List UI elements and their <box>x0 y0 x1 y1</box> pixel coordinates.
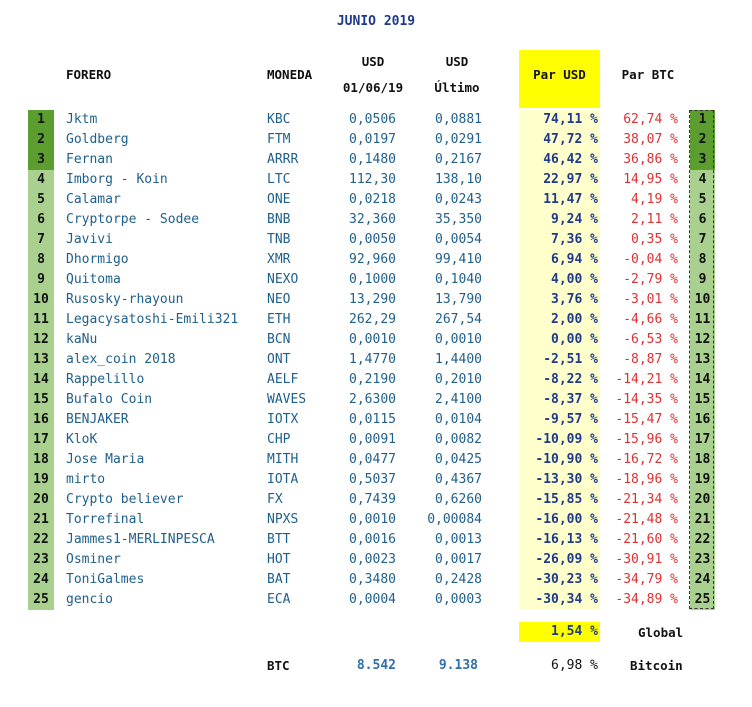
rank-left-badge: 4 <box>28 170 54 190</box>
usd-price-last: 0,0243 <box>435 192 482 207</box>
par-btc-change: -4,66 % <box>623 312 678 327</box>
par-btc-change: -15,47 % <box>615 412 678 427</box>
par-btc-change: -0,04 % <box>623 252 678 267</box>
par-btc-change: -21,34 % <box>615 492 678 507</box>
par-usd-change: 7,36 % <box>551 232 598 247</box>
coin-ticker: TNB <box>267 232 291 247</box>
coin-ticker: WAVES <box>267 392 307 407</box>
usd-price-last: 0,2010 <box>435 372 482 387</box>
coin-ticker: BNB <box>267 212 291 227</box>
usd-price-last: 0,0013 <box>435 532 482 547</box>
btc-usd1: 8.542 <box>356 658 396 673</box>
header-par-usd: Par USD <box>533 67 586 82</box>
par-usd-change: 11,47 % <box>543 192 598 207</box>
header-forero: FORERO <box>66 67 112 82</box>
rank-right-badge: 18 <box>690 450 715 470</box>
usd-price-last: 0,2428 <box>435 572 482 587</box>
usd-price-start: 0,7439 <box>349 492 396 507</box>
rank-left-badge: 12 <box>28 330 54 350</box>
header-moneda: MONEDA <box>267 67 313 82</box>
par-btc-change: -21,60 % <box>615 532 678 547</box>
par-btc-change: -14,21 % <box>615 372 678 387</box>
rank-left-badge: 19 <box>28 470 54 490</box>
forero-name: Bufalo Coin <box>66 392 153 407</box>
usd-price-start: 13,290 <box>349 292 396 307</box>
rank-left-badge: 3 <box>28 150 54 170</box>
btc-pct: 6,98 % <box>551 658 598 673</box>
coin-ticker: ONE <box>267 192 291 207</box>
forero-name: Dhormigo <box>66 252 129 267</box>
par-usd-change: -30,23 % <box>535 572 598 587</box>
forero-name: Crypto believer <box>66 492 184 507</box>
forero-name: KloK <box>66 432 98 447</box>
par-btc-change: 14,95 % <box>623 172 678 187</box>
usd-price-start: 0,0115 <box>349 412 396 427</box>
usd-price-last: 0,6260 <box>435 492 482 507</box>
rank-right-badge: 9 <box>690 270 715 290</box>
usd-price-last: 0,0017 <box>435 552 482 567</box>
rank-left-badge: 6 <box>28 210 54 230</box>
coin-ticker: BAT <box>267 572 291 587</box>
coin-ticker: FTM <box>267 132 291 147</box>
rank-left-badge: 25 <box>28 590 54 610</box>
forero-name: gencio <box>66 592 113 607</box>
par-btc-change: -30,91 % <box>615 552 678 567</box>
par-usd-change: 3,76 % <box>551 292 598 307</box>
coin-ticker: IOTX <box>267 412 299 427</box>
usd-price-start: 2,6300 <box>349 392 396 407</box>
coin-ticker: BCN <box>267 332 291 347</box>
rank-right-badge: 5 <box>690 190 715 210</box>
par-btc-change: -34,79 % <box>615 572 678 587</box>
usd-price-start: 0,0477 <box>349 452 396 467</box>
forero-name: Jose Maria <box>66 452 145 467</box>
par-usd-change: 4,00 % <box>551 272 598 287</box>
coin-ticker: LTC <box>267 172 291 187</box>
usd-price-last: 0,1040 <box>435 272 482 287</box>
rank-left-badge: 24 <box>28 570 54 590</box>
usd-price-last: 35,350 <box>435 212 482 227</box>
usd-price-start: 0,3480 <box>349 572 396 587</box>
coin-ticker: AELF <box>267 372 299 387</box>
forero-name: Rusosky-rhayoun <box>66 292 184 307</box>
par-btc-change: -16,72 % <box>615 452 678 467</box>
coin-ticker: BTT <box>267 532 291 547</box>
forero-name: Quitoma <box>66 272 121 287</box>
btc-name: Bitcoin <box>630 658 683 673</box>
btc-label: BTC <box>267 658 290 673</box>
rank-right-badge: 4 <box>690 170 715 190</box>
rank-left-badge: 15 <box>28 390 54 410</box>
par-usd-change: -16,13 % <box>535 532 598 547</box>
par-btc-change: 62,74 % <box>623 112 678 127</box>
rank-right-badge: 8 <box>690 250 715 270</box>
rank-left-badge: 13 <box>28 350 54 370</box>
rank-right-badge: 6 <box>690 210 715 230</box>
usd-price-last: 0,00084 <box>427 512 482 527</box>
forero-name: Fernan <box>66 152 113 167</box>
par-btc-change: 36,86 % <box>623 152 678 167</box>
rank-left-badge: 18 <box>28 450 54 470</box>
rank-right-badge: 24 <box>690 570 715 590</box>
par-usd-change: -13,30 % <box>535 472 598 487</box>
rank-left-badge: 14 <box>28 370 54 390</box>
usd-price-last: 0,0054 <box>435 232 482 247</box>
par-usd-change: -30,34 % <box>535 592 598 607</box>
forero-name: Osminer <box>66 552 121 567</box>
rank-left-badge: 16 <box>28 410 54 430</box>
rank-right-badge: 3 <box>690 150 715 170</box>
rank-right-badge: 11 <box>690 310 715 330</box>
par-usd-change: -26,09 % <box>535 552 598 567</box>
usd-price-last: 267,54 <box>435 312 482 327</box>
usd-price-start: 0,0010 <box>349 512 396 527</box>
par-btc-change: -14,35 % <box>615 392 678 407</box>
usd-price-last: 0,0425 <box>435 452 482 467</box>
par-btc-change: 38,07 % <box>623 132 678 147</box>
coin-ticker: NEXO <box>267 272 299 287</box>
rank-left-badge: 20 <box>28 490 54 510</box>
coin-ticker: NPXS <box>267 512 299 527</box>
forero-name: Jammes1-MERLINPESCA <box>66 532 215 547</box>
forero-name: ToniGalmes <box>66 572 145 587</box>
par-usd-change: 6,94 % <box>551 252 598 267</box>
usd-price-last: 138,10 <box>435 172 482 187</box>
usd-price-start: 0,1000 <box>349 272 396 287</box>
forero-name: Cryptorpe - Sodee <box>66 212 200 227</box>
forero-name: alex_coin 2018 <box>66 352 176 367</box>
par-btc-change: 0,35 % <box>631 232 678 247</box>
coin-ticker: KBC <box>267 112 291 127</box>
rank-left-badge: 8 <box>28 250 54 270</box>
coin-ticker: MITH <box>267 452 299 467</box>
usd-price-start: 0,0016 <box>349 532 396 547</box>
usd-price-start: 0,0197 <box>349 132 396 147</box>
coin-ticker: ONT <box>267 352 291 367</box>
forero-name: Imborg - Koin <box>66 172 168 187</box>
par-usd-change: -8,22 % <box>543 372 598 387</box>
usd-price-last: 0,4367 <box>435 472 482 487</box>
usd-price-last: 0,0881 <box>435 112 482 127</box>
rank-left-badge: 22 <box>28 530 54 550</box>
global-value: 1,54 % <box>551 624 598 639</box>
rank-left-badge: 17 <box>28 430 54 450</box>
coin-ticker: ECA <box>267 592 291 607</box>
rank-right-badge: 25 <box>690 590 715 610</box>
rank-left-badge: 10 <box>28 290 54 310</box>
par-btc-change: -2,79 % <box>623 272 678 287</box>
par-usd-change: -16,00 % <box>535 512 598 527</box>
usd-price-start: 0,0050 <box>349 232 396 247</box>
par-btc-change: -8,87 % <box>623 352 678 367</box>
rank-right-badge: 22 <box>690 530 715 550</box>
par-usd-change: -10,90 % <box>535 452 598 467</box>
rank-right-badge: 2 <box>690 130 715 150</box>
forero-name: Javivi <box>66 232 113 247</box>
coin-ticker: XMR <box>267 252 291 267</box>
par-btc-change: -21,48 % <box>615 512 678 527</box>
par-usd-change: 74,11 % <box>543 112 598 127</box>
rank-left-badge: 2 <box>28 130 54 150</box>
usd-price-start: 0,5037 <box>349 472 396 487</box>
btc-usd2: 9.138 <box>438 658 478 673</box>
usd-price-last: 0,0010 <box>435 332 482 347</box>
coin-ticker: IOTA <box>267 472 299 487</box>
header-usd1-date: 01/06/19 <box>342 80 404 95</box>
rank-right-badge: 23 <box>690 550 715 570</box>
usd-price-start: 0,0091 <box>349 432 396 447</box>
par-usd-change: 46,42 % <box>543 152 598 167</box>
rank-right-badge: 1 <box>690 110 715 130</box>
forero-name: mirto <box>66 472 106 487</box>
page-title: JUNIO 2019 <box>336 14 416 29</box>
par-usd-change: 2,00 % <box>551 312 598 327</box>
rank-left-badge: 9 <box>28 270 54 290</box>
usd-price-last: 99,410 <box>435 252 482 267</box>
rank-right-badge: 16 <box>690 410 715 430</box>
forero-name: BENJAKER <box>66 412 129 427</box>
usd-price-last: 1,4400 <box>435 352 482 367</box>
usd-price-last: 0,0082 <box>435 432 482 447</box>
par-btc-change: -3,01 % <box>623 292 678 307</box>
coin-ticker: HOT <box>267 552 291 567</box>
par-btc-change: -15,96 % <box>615 432 678 447</box>
par-usd-change: -15,85 % <box>535 492 598 507</box>
usd-price-start: 0,0010 <box>349 332 396 347</box>
usd-price-start: 0,0218 <box>349 192 396 207</box>
coin-ticker: ETH <box>267 312 291 327</box>
coin-ticker: FX <box>267 492 283 507</box>
rank-right-badge: 21 <box>690 510 715 530</box>
forero-name: kaNu <box>66 332 98 347</box>
par-usd-change: -10,09 % <box>535 432 598 447</box>
header-usd2-ultimo: Último <box>434 80 480 95</box>
par-usd-change: -2,51 % <box>543 352 598 367</box>
par-btc-change: -34,89 % <box>615 592 678 607</box>
usd-price-start: 262,29 <box>349 312 396 327</box>
rank-right-badge: 10 <box>690 290 715 310</box>
rank-left-badge: 5 <box>28 190 54 210</box>
rank-right-badge: 20 <box>690 490 715 510</box>
forero-name: Torrefinal <box>66 512 145 527</box>
forero-name: Legacysatoshi-Emili321 <box>66 312 239 327</box>
usd-price-start: 0,0004 <box>349 592 396 607</box>
par-btc-change: -18,96 % <box>615 472 678 487</box>
usd-price-last: 0,0104 <box>435 412 482 427</box>
rank-left-badge: 1 <box>28 110 54 130</box>
par-btc-change: 4,19 % <box>631 192 678 207</box>
rank-right-badge: 17 <box>690 430 715 450</box>
rank-left-badge: 11 <box>28 310 54 330</box>
rank-right-badge: 19 <box>690 470 715 490</box>
usd-price-start: 112,30 <box>349 172 396 187</box>
rank-left-badge: 7 <box>28 230 54 250</box>
usd-price-last: 0,0291 <box>435 132 482 147</box>
usd-price-start: 92,960 <box>349 252 396 267</box>
rank-right-badge: 15 <box>690 390 715 410</box>
usd-price-start: 1,4770 <box>349 352 396 367</box>
par-usd-change: 9,24 % <box>551 212 598 227</box>
par-usd-change: 47,72 % <box>543 132 598 147</box>
rank-right-badge: 13 <box>690 350 715 370</box>
usd-price-start: 0,1480 <box>349 152 396 167</box>
header-usd1: USD <box>361 54 385 69</box>
rank-left-badge: 23 <box>28 550 54 570</box>
coin-ticker: NEO <box>267 292 291 307</box>
forero-name: Jktm <box>66 112 98 127</box>
par-usd-change: -8,37 % <box>543 392 598 407</box>
usd-price-start: 32,360 <box>349 212 396 227</box>
usd-price-last: 2,4100 <box>435 392 482 407</box>
forero-name: Calamar <box>66 192 121 207</box>
rank-left-badge: 21 <box>28 510 54 530</box>
usd-price-start: 0,0023 <box>349 552 396 567</box>
rank-right-badge: 14 <box>690 370 715 390</box>
header-par-btc: Par BTC <box>621 67 675 82</box>
header-usd2: USD <box>445 54 469 69</box>
usd-price-start: 0,0506 <box>349 112 396 127</box>
par-usd-change: 22,97 % <box>543 172 598 187</box>
par-btc-change: -6,53 % <box>623 332 678 347</box>
rank-right-badge: 12 <box>690 330 715 350</box>
par-usd-change: -9,57 % <box>543 412 598 427</box>
par-usd-change: 0,00 % <box>551 332 598 347</box>
rank-right-badge: 7 <box>690 230 715 250</box>
forero-name: Goldberg <box>66 132 129 147</box>
coin-ticker: ARRR <box>267 152 299 167</box>
forero-name: Rappelillo <box>66 372 145 387</box>
coin-ticker: CHP <box>267 432 291 447</box>
usd-price-last: 13,790 <box>435 292 482 307</box>
usd-price-last: 0,0003 <box>435 592 482 607</box>
global-label: Global <box>638 625 684 640</box>
usd-price-start: 0,2190 <box>349 372 396 387</box>
usd-price-last: 0,2167 <box>435 152 482 167</box>
par-btc-change: 2,11 % <box>631 212 678 227</box>
